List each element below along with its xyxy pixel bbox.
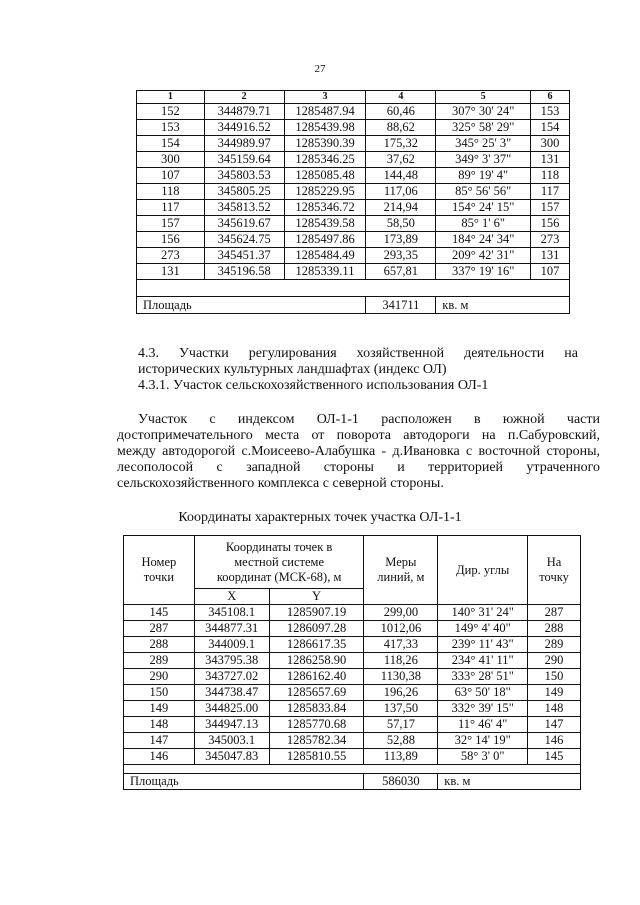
cell-angle: 234° 41' 11": [438, 653, 528, 669]
column-number-5: 5: [436, 91, 531, 104]
cell-y: 1285439.98: [284, 120, 366, 136]
area-row: [137, 297, 570, 314]
table-row: [124, 701, 581, 717]
area-value: 586030: [364, 774, 438, 790]
cell-to-point: 289: [528, 637, 581, 653]
cell-point: 107: [137, 168, 205, 184]
table-row: [137, 232, 570, 248]
cell-point: 157: [137, 216, 205, 232]
cell-angle: 239° 11' 43": [438, 637, 528, 653]
cell-length: 196,26: [364, 685, 438, 701]
cell-length: 52,88: [364, 733, 438, 749]
cell-to-point: 156: [531, 216, 570, 232]
cell-x: 345196.58: [204, 264, 284, 280]
table-row: [124, 605, 581, 621]
cell-x: 344879.71: [204, 104, 284, 120]
cell-y: 1286162.40: [269, 669, 364, 685]
subsection-heading-4-3-1: 4.3.1. Участок сельскохозяйственного использования ОЛ-1: [138, 378, 489, 393]
cell-to-point: 287: [528, 605, 581, 621]
table-header-row: [137, 91, 570, 104]
cell-angle: 209° 42' 31": [436, 248, 531, 264]
cell-length: 60,46: [366, 104, 436, 120]
cell-x: 345803.53: [204, 168, 284, 184]
cell-y: 1285439.58: [284, 216, 366, 232]
cell-to-point: 145: [528, 749, 581, 765]
area-label: Площадь: [124, 774, 364, 790]
cell-y: 1285657.69: [269, 685, 364, 701]
section-heading-4-3-line2: исторических культурных ландшафтах (индекс ОЛ): [138, 362, 447, 377]
header-x: X: [194, 589, 269, 605]
cell-x: 345047.83: [194, 749, 269, 765]
cell-length: 293,35: [366, 248, 436, 264]
cell-angle: 333° 28' 51": [438, 669, 528, 685]
cell-x: 345108.1: [194, 605, 269, 621]
cell-angle: 332° 39' 15": [438, 701, 528, 717]
cell-length: 113,89: [364, 749, 438, 765]
section-heading-4-3-line1: 4.3. Участки регулирования хозяйственной деятельности на: [138, 346, 578, 361]
cell-angle: 140° 31' 24": [438, 605, 528, 621]
paragraph-line-2: достопримечательного места от поворота автодороги на п.Сабуровский,: [117, 428, 600, 443]
empty-cell: [137, 280, 570, 297]
table-row: [137, 136, 570, 152]
cell-x: 345619.67: [204, 216, 284, 232]
cell-to-point: 290: [528, 653, 581, 669]
table-row: [137, 120, 570, 136]
cell-point: 145: [124, 605, 195, 621]
table-row: [124, 637, 581, 653]
cell-x: 345003.1: [194, 733, 269, 749]
cell-y: 1285497.86: [284, 232, 366, 248]
cell-to-point: 107: [531, 264, 570, 280]
cell-point: 131: [137, 264, 205, 280]
cell-length: 144,48: [366, 168, 436, 184]
cell-y: 1286097.28: [269, 621, 364, 637]
header-coordinates: [194, 536, 364, 589]
cell-length: 657,81: [366, 264, 436, 280]
cell-length: 299,00: [364, 605, 438, 621]
cell-y: 1285390.39: [284, 136, 366, 152]
cell-y: 1285339.11: [284, 264, 366, 280]
paragraph-line-1: Участок с индексом ОЛ-1-1 расположен в южной части: [138, 412, 600, 427]
cell-x: 344825.00: [194, 701, 269, 717]
paragraph-line-3: между автодорогой с.Моисеево-Алабушка - д.Ивановка с восточной стороны,: [117, 444, 600, 459]
cell-to-point: 154: [531, 120, 570, 136]
cell-length: 417,33: [364, 637, 438, 653]
cell-angle: 58° 3' 0": [438, 749, 528, 765]
cell-x: 345159.64: [204, 152, 284, 168]
cell-point: 290: [124, 669, 195, 685]
page-number: 27: [314, 63, 326, 75]
cell-point: 150: [124, 685, 195, 701]
cell-y: 1286258.90: [269, 653, 364, 669]
header-coordinates-line1: Координаты точек в: [225, 539, 333, 554]
table-row: [137, 248, 570, 264]
cell-point: 273: [137, 248, 205, 264]
table-row: [124, 653, 581, 669]
cell-x: 343795.38: [194, 653, 269, 669]
cell-to-point: 300: [531, 136, 570, 152]
cell-to-point: 150: [528, 669, 581, 685]
area-unit: кв. м: [436, 297, 570, 314]
cell-length: 1012,06: [364, 621, 438, 637]
table-row: [124, 685, 581, 701]
coordinates-table-ol-1-1-body: [124, 536, 581, 790]
cell-x: 345451.37: [204, 248, 284, 264]
header-coordinates-line2: местной системе: [234, 554, 325, 569]
empty-cell: [124, 765, 581, 774]
column-number-3: 3: [284, 91, 366, 104]
table-row: [124, 669, 581, 685]
cell-to-point: 273: [531, 232, 570, 248]
cell-angle: 149° 4' 40": [438, 621, 528, 637]
cell-point: 147: [124, 733, 195, 749]
cell-length: 137,50: [364, 701, 438, 717]
cell-length: 118,26: [364, 653, 438, 669]
table-row: [137, 200, 570, 216]
cell-point: 152: [137, 104, 205, 120]
header-point-number-line2: точки: [143, 570, 175, 584]
cell-length: 175,32: [366, 136, 436, 152]
cell-to-point: 146: [528, 733, 581, 749]
header-to-point: [528, 536, 581, 605]
cell-point: 154: [137, 136, 205, 152]
cell-to-point: 147: [528, 717, 581, 733]
cell-angle: 63° 50' 18": [438, 685, 528, 701]
empty-row: [137, 280, 570, 297]
header-to-point-line2: точку: [539, 570, 569, 584]
cell-y: 1285810.55: [269, 749, 364, 765]
header-direction-angle: Дир. углы: [438, 536, 528, 605]
table-row: [124, 733, 581, 749]
cell-length: 88,62: [366, 120, 436, 136]
header-line-length-line1: Меры: [385, 555, 417, 569]
header-point-number: [124, 536, 195, 605]
cell-point: 149: [124, 701, 195, 717]
table-caption: Координаты характерных точек участка ОЛ-1-1: [178, 510, 462, 525]
cell-y: 1285487.94: [284, 104, 366, 120]
header-line-length-line2: линий, м: [377, 570, 425, 584]
cell-x: 344009.1: [194, 637, 269, 653]
cell-y: 1285085.48: [284, 168, 366, 184]
table-row: [137, 152, 570, 168]
column-number-6: 6: [531, 91, 570, 104]
table-row: [137, 264, 570, 280]
table-row: [137, 168, 570, 184]
cell-point: 153: [137, 120, 205, 136]
cell-y: 1285782.34: [269, 733, 364, 749]
cell-angle: 345° 25' 3": [436, 136, 531, 152]
area-label: Площадь: [137, 297, 366, 314]
header-point-number-line1: Номер: [141, 555, 177, 569]
cell-length: 57,17: [364, 717, 438, 733]
cell-point: 148: [124, 717, 195, 733]
header-coordinates-line3: координат (МСК-68), м: [216, 569, 342, 584]
column-number-2: 2: [204, 91, 284, 104]
cell-to-point: 148: [528, 701, 581, 717]
table-row: [137, 216, 570, 232]
cell-y: 1285346.72: [284, 200, 366, 216]
cell-point: 287: [124, 621, 195, 637]
cell-angle: 337° 19' 16": [436, 264, 531, 280]
cell-angle: 184° 24' 34": [436, 232, 531, 248]
column-number-1: 1: [137, 91, 205, 104]
cell-angle: 85° 56' 56": [436, 184, 531, 200]
cell-point: 156: [137, 232, 205, 248]
coordinates-table-continued: [136, 90, 570, 314]
column-number-4: 4: [366, 91, 436, 104]
paragraph-line-4: лесополосой с западной стороны и территорией утраченного: [117, 460, 600, 475]
table-row: [124, 621, 581, 637]
area-value: 341711: [366, 297, 436, 314]
cell-length: 173,89: [366, 232, 436, 248]
cell-x: 344947.13: [194, 717, 269, 733]
cell-angle: 85° 1' 6": [436, 216, 531, 232]
cell-to-point: 131: [531, 248, 570, 264]
cell-angle: 154° 24' 15": [436, 200, 531, 216]
empty-row: [124, 765, 581, 774]
header-to-point-line1: На: [546, 555, 562, 569]
cell-to-point: 149: [528, 685, 581, 701]
cell-angle: 11° 46' 4": [438, 717, 528, 733]
cell-length: 117,06: [366, 184, 436, 200]
area-row: [124, 774, 581, 790]
cell-x: 345805.25: [204, 184, 284, 200]
cell-length: 37,62: [366, 152, 436, 168]
cell-to-point: 153: [531, 104, 570, 120]
cell-x: 344877.31: [194, 621, 269, 637]
coordinates-table-ol-1-1: [123, 535, 581, 790]
cell-x: 345624.75: [204, 232, 284, 248]
cell-to-point: 131: [531, 152, 570, 168]
cell-y: 1285907.19: [269, 605, 364, 621]
cell-point: 117: [137, 200, 205, 216]
cell-y: 1286617.35: [269, 637, 364, 653]
table-row: [124, 717, 581, 733]
cell-point: 288: [124, 637, 195, 653]
cell-y: 1285484.49: [284, 248, 366, 264]
cell-angle: 349° 3' 37": [436, 152, 531, 168]
cell-angle: 32° 14' 19": [438, 733, 528, 749]
cell-x: 344738.47: [194, 685, 269, 701]
cell-y: 1285833.84: [269, 701, 364, 717]
cell-x: 345813.52: [204, 200, 284, 216]
area-unit: кв. м: [438, 774, 581, 790]
cell-point: 146: [124, 749, 195, 765]
cell-to-point: 288: [528, 621, 581, 637]
cell-angle: 307° 30' 24": [436, 104, 531, 120]
cell-length: 1130,38: [364, 669, 438, 685]
cell-angle: 325° 58' 29": [436, 120, 531, 136]
cell-point: 289: [124, 653, 195, 669]
cell-to-point: 157: [531, 200, 570, 216]
cell-length: 58,50: [366, 216, 436, 232]
cell-point: 118: [137, 184, 205, 200]
cell-point: 300: [137, 152, 205, 168]
cell-x: 344989.97: [204, 136, 284, 152]
table-row: [137, 184, 570, 200]
header-line-length: [364, 536, 438, 605]
cell-angle: 89° 19' 4": [436, 168, 531, 184]
coordinates-table-body: [137, 91, 570, 314]
cell-to-point: 118: [531, 168, 570, 184]
cell-x: 343727.02: [194, 669, 269, 685]
cell-y: 1285770.68: [269, 717, 364, 733]
table-row: [137, 104, 570, 120]
cell-length: 214,94: [366, 200, 436, 216]
table-header-row: [124, 536, 581, 589]
header-y: Y: [269, 589, 364, 605]
cell-y: 1285229.95: [284, 184, 366, 200]
cell-to-point: 117: [531, 184, 570, 200]
cell-y: 1285346.25: [284, 152, 366, 168]
table-row: [124, 749, 581, 765]
paragraph-line-5: сельскохозяйственного комплекса с северной стороны.: [117, 476, 444, 491]
cell-x: 344916.52: [204, 120, 284, 136]
